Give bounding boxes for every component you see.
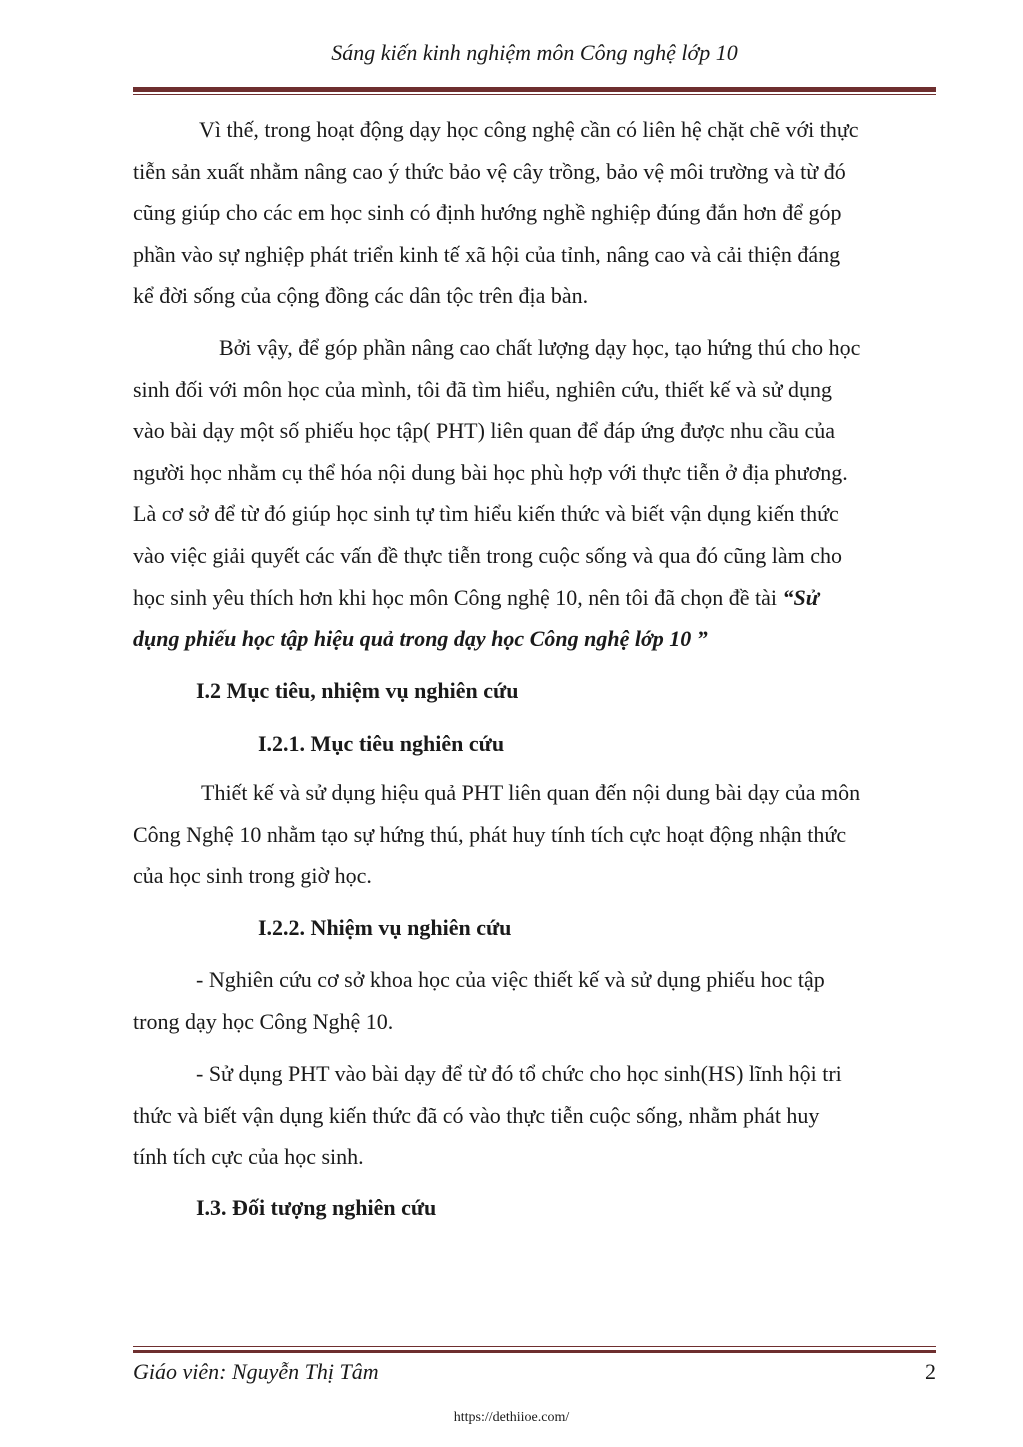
paragraph-2-line: Bởi vậy, để góp phần nâng cao chất lượng dạy học, tạo hứng thú cho học [219,335,861,360]
paragraph-4-line: - Nghiên cứu cơ sở khoa học của việc thiết kế và sử dụng phiếu hoc tập [196,967,825,992]
paragraph-3-line: của học sinh trong giờ học. [133,863,372,889]
page-header-title: Sáng kiến kinh nghiệm môn Công nghệ lớp 10 [331,40,738,65]
project-title: dụng phiếu học tập hiệu quả trong dạy học Công nghệ lớp 10 ” [133,626,708,652]
paragraph-2 [133,327,936,660]
paragraph-2-line: vào bài dạy một số phiếu học tập( PHT) liên quan để đáp ứng được nhu cầu của [133,418,836,444]
footer-rule-thick [133,1350,936,1353]
paragraph-4-line: trong dạy học Công Nghệ 10. [133,1008,394,1034]
footer-rule-thin [133,1346,936,1347]
paragraph-2-line-7 [133,577,936,619]
header-rule-thin [133,94,936,95]
paragraph-3 [133,772,936,897]
heading-i21: I.2.1. Mục tiêu nghiên cứu [258,731,505,756]
paragraph-2-line: Là cơ sở để từ đó giúp học sinh tự tìm hiểu kiến thức và biết vận dụng kiến thức [133,501,839,527]
paragraph-2-line: người học nhằm cụ thể hóa nội dung bài học phù hợp với thực tiễn ở địa phương. [133,459,848,485]
paragraph-3-line: Thiết kế và sử dụng hiệu quả PHT liên quan đến nội dung bài dạy của môn [201,780,861,805]
source-url[interactable]: https://dethiioe.com/ [453,1410,570,1425]
project-title-quote-start: “Sử [782,584,819,610]
paragraph-2-line: vào việc giải quyết các vấn đề thực tiễn trong cuộc sống và qua đó cũng làm cho [133,542,842,568]
page-number: 2 [925,1359,936,1384]
heading-i2: I.2 Mục tiêu, nhiệm vụ nghiên cứu [196,678,519,703]
paragraph-2-line: sinh đối với môn học của mình, tôi đã tìm hiểu, nghiên cứu, thiết kế và sử dụng [133,376,833,402]
header-rule-thick [133,87,936,92]
paragraph-1-line: phần vào sự nghiệp phát triển kinh tế xã hội của tỉnh, nâng cao và cải thiện đáng [133,241,841,267]
paragraph-3-line: Công Nghệ 10 nhằm tạo sự hứng thú, phát huy tính tích cực hoạt động nhận thức [133,821,847,847]
heading-i22: I.2.2. Nhiệm vụ nghiên cứu [258,915,512,940]
paragraph-5 [133,1053,936,1178]
paragraph-1-line: tiễn sản xuất nhằm nâng cao ý thức bảo vệ cây trồng, bảo vệ môi trường và từ đó [133,158,846,184]
paragraph-1-line: cũng giúp cho các em học sinh có định hướng nghề nghiệp đúng đắn hơn để góp [133,200,842,226]
paragraph-1-line: kể đời sống của cộng đồng các dân tộc trên địa bàn. [133,283,589,309]
paragraph-1-line: Vì thế, trong hoạt động dạy học công nghệ cần có liên hệ chặt chẽ với thực [199,117,859,142]
paragraph-5-line: tính tích cực của học sinh. [133,1144,364,1170]
paragraph-2-text: học sinh yêu thích hơn khi học môn Công nghệ 10, nên tôi đã chọn đề tài [133,584,783,610]
paragraph-5-line: - Sử dụng PHT vào bài dạy để từ đó tổ chức cho học sinh(HS) lĩnh hội tri [196,1061,842,1086]
footer-teacher-name: Giáo viên: Nguyễn Thị Tâm [133,1359,379,1384]
heading-i3: I.3. Đối tượng nghiên cứu [196,1195,437,1220]
paragraph-4 [133,959,936,1042]
paragraph-1 [133,109,936,317]
paragraph-5-line: thức và biết vận dụng kiến thức đã có vào thực tiễn cuộc sống, nhằm phát huy [133,1102,820,1128]
